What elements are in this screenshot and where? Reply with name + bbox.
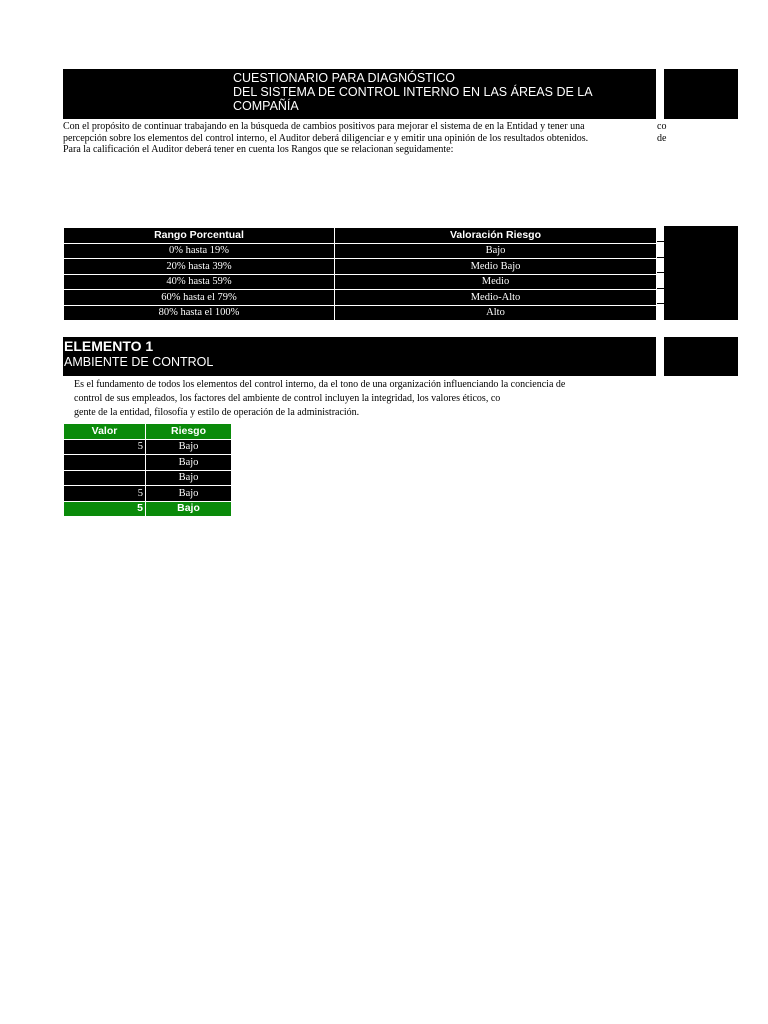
value-cell: [64, 455, 146, 471]
range-cell: 60% hasta el 79%: [64, 290, 335, 306]
document-title-bar: [63, 69, 656, 119]
risk-cell: Bajo: [146, 486, 232, 502]
column-header: Riesgo: [146, 424, 232, 440]
element-number: ELEMENTO 1: [64, 338, 154, 354]
clipped-fragment: de: [657, 132, 667, 144]
score-table: [63, 423, 232, 517]
description-line: Es el fundamento de todos los elementos del control interno, da el tono de una organización influenciando la conciencia de: [74, 379, 566, 390]
description-line: control de sus empleados, los factores del ambiente de control incluyen la integridad, los valores éticos, co: [74, 393, 501, 404]
table-row: [64, 259, 657, 275]
title-side-block: [664, 69, 738, 119]
row-divider-tick: [657, 272, 665, 273]
range-cell: 40% hasta 59%: [64, 274, 335, 290]
value-cell: [64, 470, 146, 486]
total-risk-cell: Bajo: [146, 501, 232, 517]
title-line-3: COMPAÑÍA: [233, 99, 299, 113]
title-line-2: DEL SISTEMA DE CONTROL INTERNO EN LAS ÁREAS DE LA: [233, 85, 593, 99]
risk-cell: Bajo: [146, 470, 232, 486]
table-row: [64, 439, 232, 455]
risk-cell: Bajo: [146, 455, 232, 471]
range-cell: 0% hasta 19%: [64, 243, 335, 259]
table-row: [64, 290, 657, 306]
column-header: Valor: [64, 424, 146, 440]
element-header: [63, 337, 656, 376]
document-title: [233, 71, 653, 113]
table-row: [64, 305, 657, 321]
intro-paragraph: [63, 121, 653, 156]
total-value-cell: 5: [64, 501, 146, 517]
title-line-1: CUESTIONARIO PARA DIAGNÓSTICO: [233, 71, 456, 85]
table-row: [64, 470, 232, 486]
element-description: [74, 378, 654, 420]
row-divider-tick: [657, 288, 665, 289]
table-row: [64, 455, 232, 471]
table-header-row: [64, 424, 232, 440]
row-divider-tick: [657, 241, 665, 242]
value-cell: 5: [64, 439, 146, 455]
table-row: [64, 486, 232, 502]
element-name: AMBIENTE DE CONTROL: [64, 355, 214, 369]
table-row: [64, 274, 657, 290]
table-header-row: [64, 228, 657, 244]
range-cell: 80% hasta el 100%: [64, 305, 335, 321]
clipped-fragment: co: [657, 121, 667, 132]
risk-cell: Bajo: [335, 243, 657, 259]
risk-cell: Medio Bajo: [335, 259, 657, 275]
intro-line: percepción sobre los elementos del control interno, el Auditor deberá diligenciar e y emitir una opinión de los resultados obtenidos.: [63, 132, 589, 144]
column-header: Valoración Riesgo: [335, 228, 657, 244]
description-line: gente de la entidad, filosofía y estilo de operación de la administración.: [74, 407, 360, 418]
range-side-block: [664, 226, 738, 320]
intro-line: Para la calificación el Auditor deberá tener en cuenta los Rangos que se relacionan seguidamente:: [63, 144, 454, 156]
intro-line: Con el propósito de continuar trabajando en la búsqueda de cambios positivos para mejorar el sistema de en la Entidad y tener una: [63, 121, 585, 132]
table-row: [64, 243, 657, 259]
range-cell: 20% hasta 39%: [64, 259, 335, 275]
risk-cell: Medio-Alto: [335, 290, 657, 306]
intro-clipped-text: [657, 121, 667, 144]
risk-cell: Medio: [335, 274, 657, 290]
risk-cell: Bajo: [146, 439, 232, 455]
risk-cell: Alto: [335, 305, 657, 321]
column-header: Rango Porcentual: [64, 228, 335, 244]
row-divider-tick: [657, 257, 665, 258]
row-divider-tick: [657, 303, 665, 304]
value-cell: 5: [64, 486, 146, 502]
element-side-block: [664, 337, 738, 376]
total-row: [64, 501, 232, 517]
risk-range-table: [63, 227, 657, 321]
